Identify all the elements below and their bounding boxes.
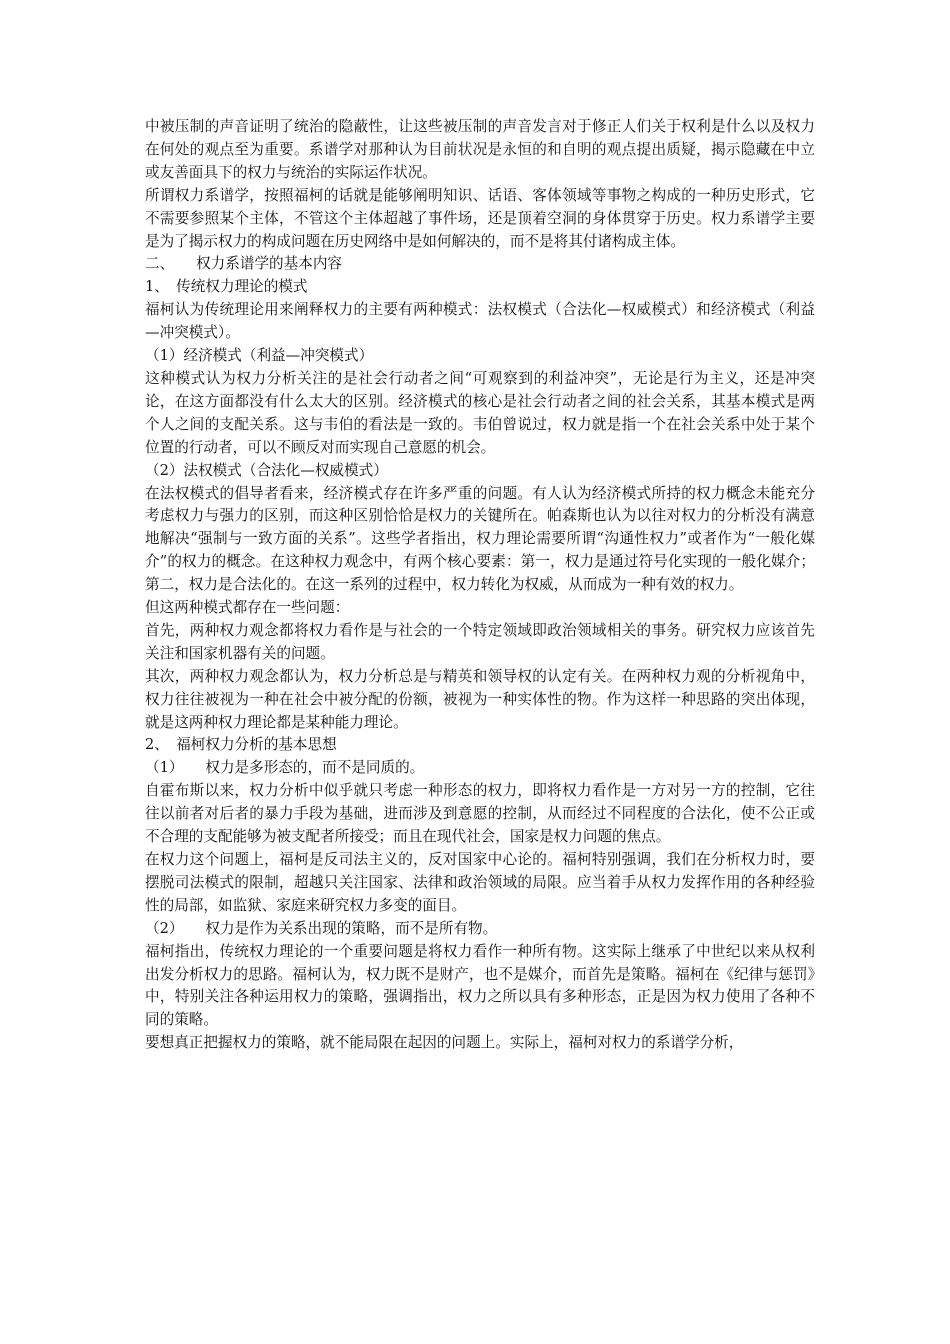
paragraph-grasp-strategy: 要想真正把握权力的策略，就不能局限在起因的问题上。实际上，福柯对权力的系谱学分析， [145, 1034, 744, 1052]
paragraph-problems-intro: 但这两种模式都存在一些问题： [145, 599, 350, 617]
paragraph-genealogy-definition: 所谓权力系谱学，按照福柯的话就是能够阐明知识、话语、客体领域等事物之构成的一种历史形式，它不需要参照某个主体，不管这个主体超越了事件场，还是顶着空洞的身体贯穿于历史。权力系谱学主要是为了揭示权力的构成问题在历史网络中是如何解决的，而不是将其付诸构成主体。 [145, 186, 815, 250]
item-heading-juridical-model: （2）法权模式（合法化—权威模式） [145, 461, 388, 479]
paragraph-intro-continued: 中被压制的声音证明了统治的隐蔽性，让这些被压制的声音发言对于修正人们关于权利是什么以及权力在何处的观点至为重要。系谱学对那种认为目前状况是永恒的和自明的观点提出质疑，揭示隐藏在中立或友善面具下的权力与统治的实际运作状况。 [145, 118, 815, 181]
paragraph-problem-first: 首先，两种权力观念都将权力看作是与社会的一个特定领域即政治领域相关的事务。研究权力应该首先关注和国家机器有关的问题。 [145, 621, 815, 662]
document-page [145, 116, 815, 1055]
paragraph-strategy: 福柯指出，传统权力理论的一个重要问题是将权力看作一种所有物。这实际上继承了中世纪以来从权利出发分析权力的思路。福柯认为，权力既不是财产，也不是媒介，而首先是策略。福柯在《纪律与惩罚》中，特别关注各种运用权力的策略，强调指出，权力之所以具有多种形态，正是因为权力使用了各种不同的策略。 [145, 942, 815, 1029]
section-heading-2: 二、 权力系谱学的基本内容 [145, 255, 343, 273]
paragraph-problem-second: 其次，两种权力观念都认为，权力分析总是与精英和领导权的认定有关。在两种权力观的分析视角中，权力往往被视为一种在社会中被分配的份额，被视为一种实体性的物。作为这样一种思路的突出体现，就是这两种权力理论都是某种能力理论。 [145, 667, 815, 731]
paragraph-anti-juridical: 在权力这个问题上，福柯是反司法主义的，反对国家中心论的。福柯特别强调，我们在分析权力时，要摆脱司法模式的限制，超越只关注国家、法律和政治领域的局限。应当着手从权力发挥作用的各种经验性的局部，如监狱、家庭来研究权力多变的面目。 [145, 851, 815, 914]
subsection-heading-1: 1、 传统权力理论的模式 [145, 278, 308, 296]
paragraph-juridical-model: 在法权模式的倡导者看来，经济模式存在许多严重的问题。有人认为经济模式所持的权力概念未能充分考虑权力与强力的区别，而这种区别恰恰是权力的关键所在。帕森斯也认为以往对权力的分析没有满意地解决“强制与一致方面的关系”。这些学者指出，权力理论需要所谓“沟通性权力”或者作为“一般化媒介”的权力的概念。在这种权力观念中，有两个核心要素：第一，权力是通过符号化实现的一般化媒介；第二，权力是合法化的。在这一系列的过程中，权力转化为权威，从而成为一种有效的权力。 [145, 484, 815, 594]
subsection-heading-2: 2、 福柯权力分析的基本思想 [145, 736, 337, 754]
paragraph-hobbes: 自霍布斯以来，权力分析中似乎就只考虑一种形态的权力，即将权力看作是一方对另一方的控制，它往往以前者对后者的暴力手段为基础，进而涉及到意愿的控制，从而经过不同程度的合法化，使不公正或不合理的支配能够为被支配者所接受；而且在现代社会，国家是权力问题的焦点。 [145, 782, 815, 846]
item-heading-polymorphic: （1） 权力是多形态的，而不是同质的。 [145, 759, 425, 777]
paragraph-economic-model: 这种模式认为权力分析关注的是社会行动者之间“可观察到的利益冲突”，无论是行为主义，还是冲突论，在这方面都没有什么太大的区别。经济模式的核心是社会行动者之间的社会关系，其基本模式是两个人之间的支配关系。这与韦伯的看法是一致的。韦伯曾说过，权力就是指一个在社会关系中处于某个位置的行动者，可以不顾反对而实现自己意愿的机会。 [145, 369, 815, 456]
paragraph-two-models: 福柯认为传统理论用来阐释权力的主要有两种模式：法权模式（合法化—权威模式）和经济模式（利益—冲突模式）。 [145, 301, 815, 342]
item-heading-economic-model: （1）经济模式（利益—冲突模式） [145, 347, 374, 365]
item-heading-strategy: （2） 权力是作为关系出现的策略，而不是所有物。 [145, 919, 498, 937]
